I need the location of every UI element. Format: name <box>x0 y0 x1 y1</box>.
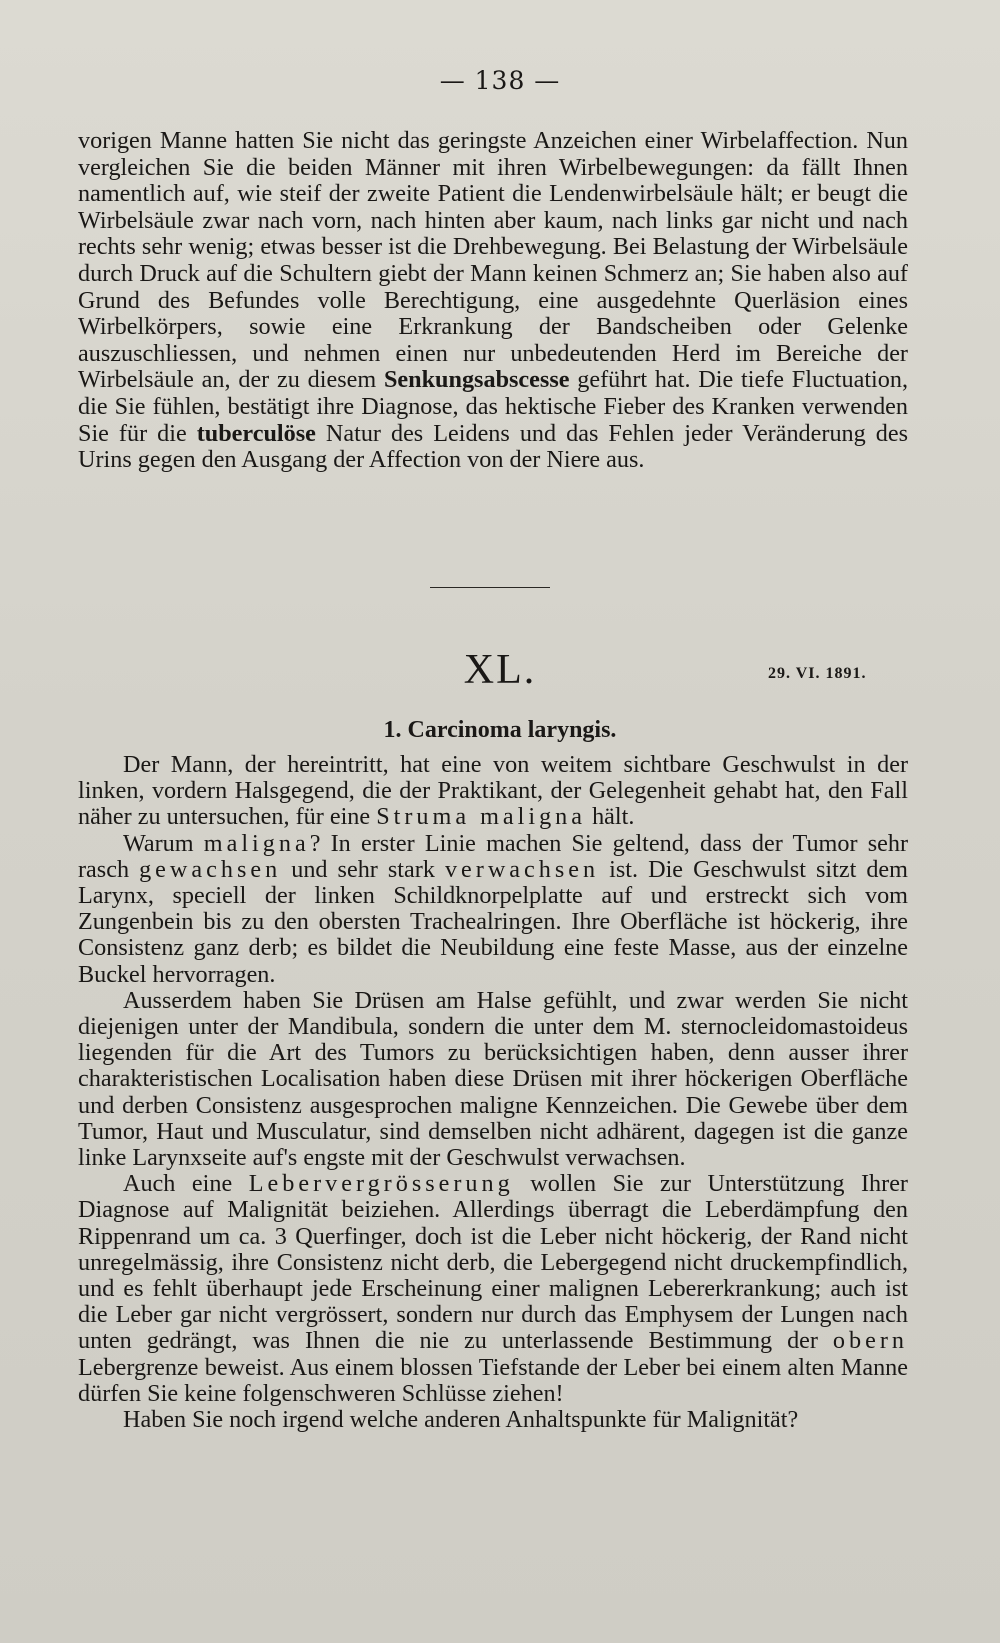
emphasis-senkungsabscesse: Senkungsabscesse <box>383 366 570 394</box>
emphasis-maligna: maligna <box>203 829 310 857</box>
continuation-text <box>78 128 908 474</box>
text-run: und sehr stark <box>281 855 445 883</box>
paragraph-1 <box>78 752 908 831</box>
case-heading: 1. Carcinoma laryngis. <box>383 717 617 743</box>
paragraph-2 <box>78 831 908 988</box>
section-number: XL. <box>463 647 537 693</box>
text-run: ? In erster Linie machen Sie geltend, dass der Tumor sehr rasch <box>78 829 908 883</box>
emphasis-gewachsen: gewachsen <box>139 855 282 883</box>
paragraph-3: Ausserdem haben Sie Drüsen am Halse gefühlt, und zwar werden Sie nicht diejenigen unter der Mandibula, sondern die unter dem M. sternocleidomastoideus liegenden für die Art des Tumors zu berücksichtigen haben, denn ausser ihrer charakteristischen Localisation haben diese Drüsen mit ihrer höckerigen Oberfläche und derben Consistenz ausgesprochen maligne Kennzeichen. Die Gewebe über dem Tumor, Haut und Musculatur, sind demselben nicht adhärent, dagegen ist die ganze linke Larynxseite auf's engste mit der Geschwulst verwachsen. <box>78 986 908 1172</box>
text-run: vorigen Manne hatten Sie nicht das geringste Anzeichen einer Wirbelaffection. Nun vergleichen Sie die beiden Männer mit ihren Wirbelbewegungen: da fällt Ihnen namentlich auf, wie steif der zweite Patient die Lendenwirbelsäule hält; er beugt die Wirbelsäule zwar nach vorn, nach hinten aber kaum, nach links gar nicht und nach rechts sehr wenig; etwas besser ist die Drehbewegung. Bei Belastung der Wirbelsäule durch Druck auf die Schultern giebt der Mann keinen Schmerz an; Sie haben also auf Grund des Befundes volle Berechtigung, eine ausgedehnte Querläsion eines Wirbelkörpers, sowie eine Erkrankung der Bandscheiben oder Gelenke auszuschliessen, und nehmen einen nur unbedeutenden Herd im Bereiche der Wirbelsäule an, der zu diesem <box>78 127 908 394</box>
text-run: hält. <box>586 803 635 831</box>
emphasis-obern: obern <box>832 1327 908 1355</box>
emphasis-struma-maligna: Struma maligna <box>376 803 587 831</box>
emphasis-tuberculose: tuberculöse <box>196 419 316 447</box>
paragraph-5: Haben Sie noch irgend welche anderen Anhaltspunkte für Malignität? <box>123 1406 799 1434</box>
case-text <box>78 752 908 1433</box>
section-date: 29. VI. 1891. <box>768 665 867 682</box>
text-run: wollen Sie zur Unterstützung Ihrer Diagnose auf Malignität beiziehen. Allerdings überragt die Leberdämpfung den Rippenrand um ca. 3 Querfinger, doch ist die Leber nicht höckerig, der Rand nicht unregelmässig, ihre Consistenz nicht derb, die Lebergegend nicht druckempfindlich, und es fehlt überhaupt jede Erscheinung einer malignen Lebererkrankung; auch ist die Leber gar nicht vergrössert, sondern nur durch das Emphysem der Lungen nach unten gedrängt, was Ihnen die nie zu unterlassende Bestimmung der <box>78 1170 908 1355</box>
text-run: ist. Die Geschwulst sitzt dem Larynx, speciell der linken Schildknorpelplatte auf und erstreckt sich vom Zungenbein bis zu den obersten Trachealringen. Ihre Oberfläche ist höckerig, ihre Consistenz ganz derb; es bildet die Neubildung eine feste Masse, aus der einzelne Buckel hervorragen. <box>78 855 908 988</box>
text-run: geführt hat. Die tiefe Fluctuation, die Sie fühlen, bestätigt ihre Diagnose, das hektische Fieber des Kranken verwenden Sie für die <box>78 366 909 447</box>
continuation-paragraph <box>78 128 908 474</box>
text-run: Auch eine <box>123 1170 249 1198</box>
text-run: Der Mann, der hereintritt, hat eine von weitem sichtbare Geschwulst in der linken, vordern Halsgegend, die der Praktikant, der Gelegenheit gehabt hat, den Fall näher zu untersuchen, für eine <box>78 751 908 831</box>
text-run: Natur des Leidens und das Fehlen jeder Veränderung des Urins gegen den Ausgang der Affection von der Niere aus. <box>78 419 908 474</box>
text-run: Warum <box>123 829 204 857</box>
text-run: Lebergrenze beweist. Aus einem blossen Tiefstande der Leber bei einem alten Manne dürfen Sie keine folgenschweren Schlüsse ziehen! <box>78 1353 908 1407</box>
emphasis-lebervergroesserung: Lebervergrösserung <box>248 1170 514 1198</box>
page-number: — 138 — <box>439 66 561 95</box>
paragraph-4 <box>78 1171 908 1407</box>
emphasis-verwachsen: verwachsen <box>444 855 600 883</box>
section-divider <box>430 587 550 588</box>
